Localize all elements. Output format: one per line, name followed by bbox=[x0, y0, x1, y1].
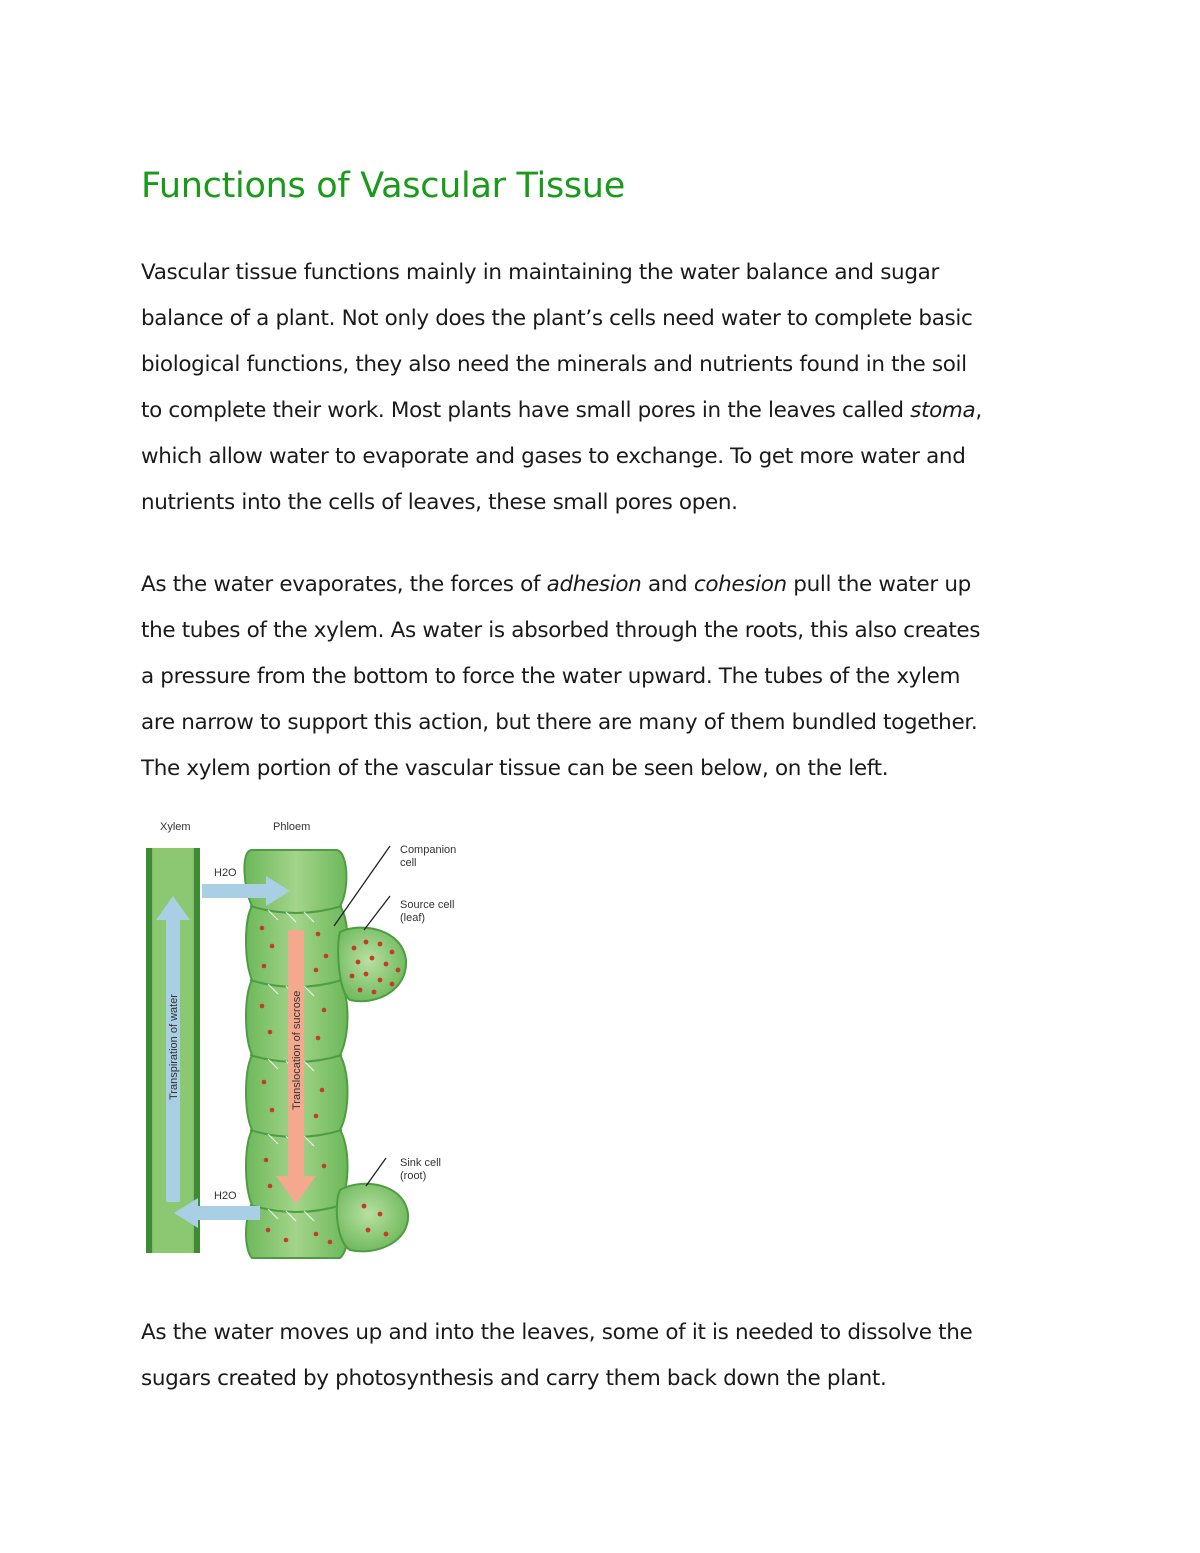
text-line: sugars created by photosynthesis and carry them back down the plant. bbox=[141, 1366, 887, 1391]
term-cohesion: cohesion bbox=[693, 572, 787, 597]
paragraph-sugar-transport bbox=[141, 1310, 1081, 1402]
text-line: the tubes of the xylem. As water is absorbed through the roots, this also creates bbox=[141, 618, 981, 643]
sink-cell-label-2: (root) bbox=[400, 1170, 427, 1182]
text-segment: and bbox=[641, 572, 694, 597]
text-line bbox=[141, 388, 1081, 434]
text-segment: pull the water up bbox=[786, 572, 971, 597]
term-adhesion: adhesion bbox=[546, 572, 642, 597]
paragraph-adhesion-cohesion bbox=[141, 562, 1081, 792]
text-line: nutrients into the cells of leaves, these small pores open. bbox=[141, 490, 738, 515]
term-stoma: stoma bbox=[910, 398, 976, 423]
text-segment: As the water evaporates, the forces of bbox=[141, 572, 547, 597]
transpiration-label: Transpiration of water bbox=[168, 994, 180, 1100]
text-line: Vascular tissue functions mainly in maintaining the water balance and sugar bbox=[141, 260, 939, 285]
page-title: Functions of Vascular Tissue bbox=[141, 166, 625, 206]
text-segment: to complete their work. Most plants have small pores in the leaves called bbox=[141, 398, 911, 423]
source-cell bbox=[338, 928, 406, 1002]
source-cell-label-1: Source cell bbox=[400, 899, 455, 911]
text-segment: , bbox=[975, 398, 982, 423]
text-line: which allow water to evaporate and gases to exchange. To get more water and bbox=[141, 444, 966, 469]
translocation-label: Translocation of sucrose bbox=[291, 990, 303, 1110]
text-line: The xylem portion of the vascular tissue can be seen below, on the left. bbox=[141, 756, 889, 781]
text-line: As the water moves up and into the leaves, some of it is needed to dissolve the bbox=[141, 1320, 973, 1345]
text-line bbox=[141, 562, 1081, 608]
source-cell-label-2: (leaf) bbox=[400, 912, 426, 924]
xylem-label: Xylem bbox=[160, 821, 191, 833]
text-line: balance of a plant. Not only does the plant’s cells need water to complete basic bbox=[141, 306, 973, 331]
sink-cell bbox=[337, 1184, 408, 1252]
companion-cell-label-1: Companion bbox=[400, 844, 457, 856]
diagram-svg bbox=[140, 810, 474, 1260]
xylem-phloem-diagram bbox=[140, 810, 474, 1260]
h2o-top-label: H2O bbox=[214, 867, 237, 879]
paragraph-water-balance bbox=[141, 250, 1081, 526]
sink-cell-label-1: Sink cell bbox=[400, 1157, 441, 1169]
text-line: biological functions, they also need the minerals and nutrients found in the soil bbox=[141, 352, 967, 377]
text-line: are narrow to support this action, but there are many of them bundled together. bbox=[141, 710, 978, 735]
text-line: a pressure from the bottom to force the water upward. The tubes of the xylem bbox=[141, 664, 961, 689]
companion-cell-label-2: cell bbox=[400, 857, 417, 869]
phloem-label: Phloem bbox=[273, 821, 311, 833]
h2o-bottom-label: H2O bbox=[214, 1190, 237, 1202]
